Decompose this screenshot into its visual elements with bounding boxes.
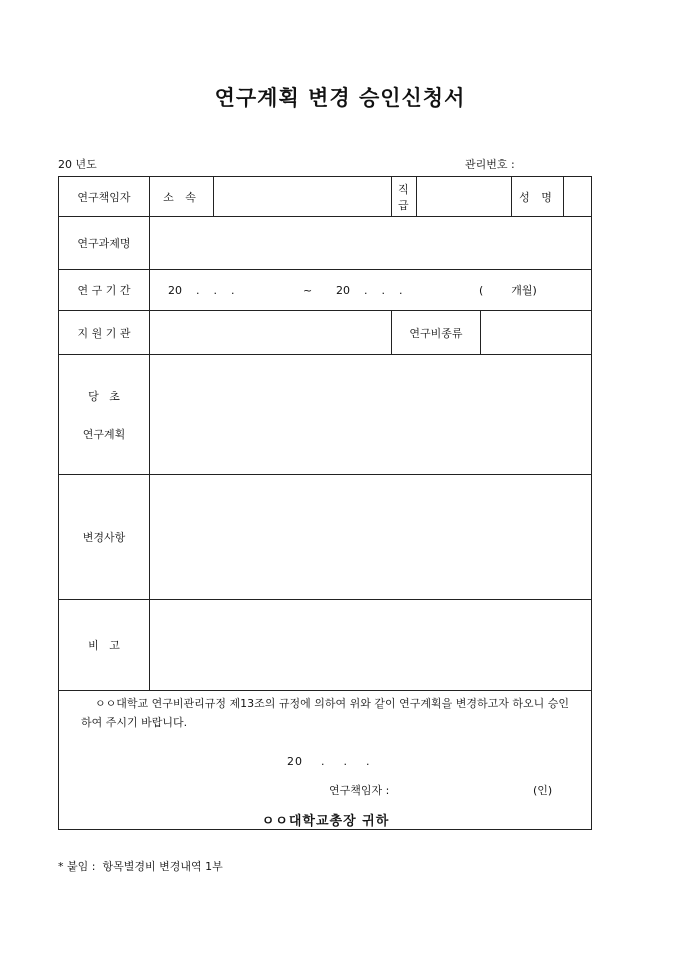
application-form-table: [58, 176, 592, 830]
form-title: 연구계획 변경 승인신청서: [214, 85, 466, 110]
statement-block: [59, 691, 592, 830]
name-label: 성 명: [512, 177, 564, 217]
attachment-note: * 붙임 : 항목별경비 변경내역 1부: [58, 860, 223, 873]
affiliation-field[interactable]: [214, 177, 392, 217]
remarks-field[interactable]: [150, 600, 592, 691]
position-label: 직 급: [392, 177, 417, 217]
fund-type-label: 연구비종류: [392, 311, 481, 355]
project-title-label: 연구과제명: [59, 217, 150, 270]
original-plan-label-line1: 당 초: [88, 389, 120, 403]
changes-field[interactable]: [150, 475, 592, 600]
pi-label: 연구책임자: [59, 177, 150, 217]
changes-label: 변경사항: [59, 475, 150, 600]
period-label: 연 구 기 간: [59, 270, 150, 311]
period-end: 20 . . .: [336, 284, 403, 297]
original-plan-label: [59, 355, 150, 475]
affiliation-label: 소 속: [150, 177, 214, 217]
agency-field[interactable]: [150, 311, 392, 355]
period-tilde: ~: [303, 284, 313, 297]
application-date: 20 . . .: [287, 755, 371, 768]
recipient-line: ㅇㅇ대학교총장 귀하: [261, 814, 390, 829]
period-months: ( 개월): [479, 284, 537, 297]
seal-label: (인): [533, 784, 553, 797]
year-label: 20 년도: [58, 158, 97, 171]
project-title-field[interactable]: [150, 217, 592, 270]
fund-type-field[interactable]: [481, 311, 592, 355]
agency-label: 지 원 기 관: [59, 311, 150, 355]
remarks-label: 비 고: [59, 600, 150, 691]
name-field[interactable]: [564, 177, 592, 217]
period-field[interactable]: [150, 270, 592, 311]
period-start: 20 . . .: [168, 284, 235, 297]
original-plan-field[interactable]: [150, 355, 592, 475]
signer-label: 연구책임자 :: [329, 784, 390, 797]
management-number-label: 관리번호 :: [465, 158, 515, 171]
position-field[interactable]: [417, 177, 512, 217]
statement-text: ㅇㅇ대학교 연구비관리규정 제13조의 규정에 의하여 위와 같이 연구계획을 변경하고자 하오니 승인하여 주시기 바랍니다.: [81, 697, 569, 729]
original-plan-label-line2: 연구계획: [82, 427, 126, 441]
